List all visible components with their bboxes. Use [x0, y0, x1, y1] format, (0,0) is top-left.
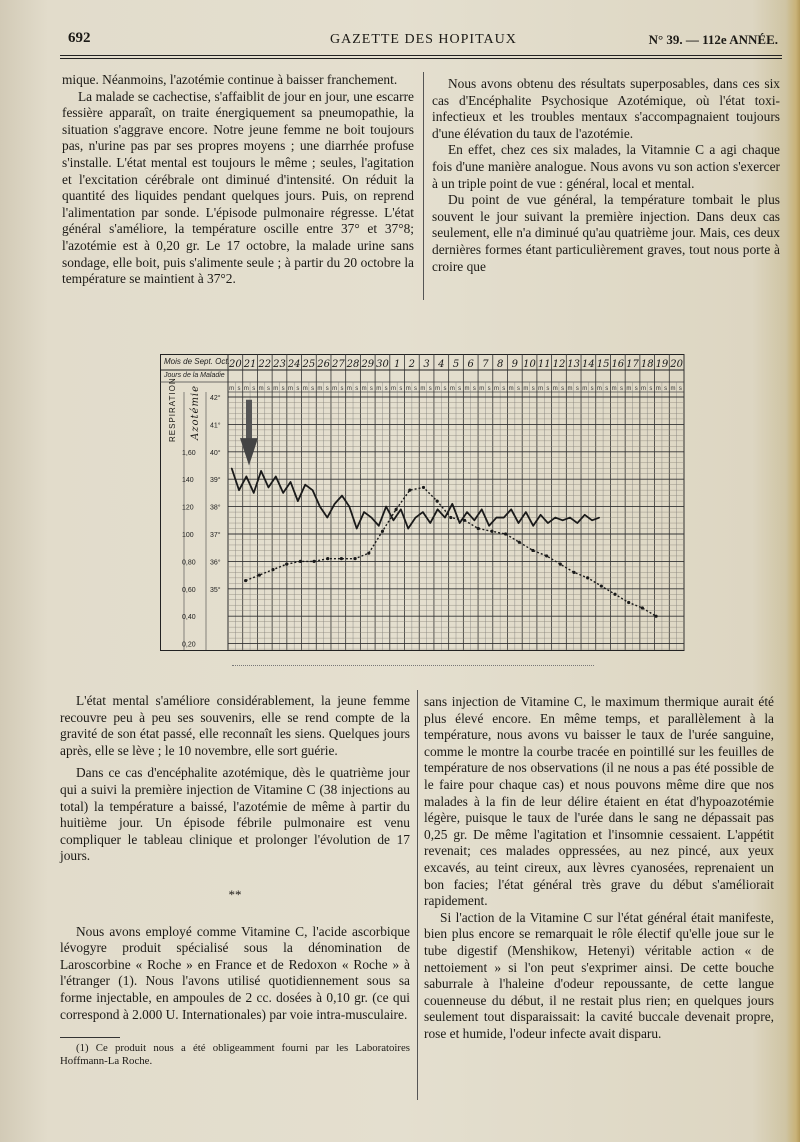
morning-label: m [626, 386, 632, 392]
azotemie-point [477, 527, 480, 530]
temperature-point [356, 528, 357, 529]
temperature-point [422, 511, 423, 512]
evening-label: s [487, 386, 491, 392]
chart-bottom-rule [232, 665, 594, 666]
morning-label: m [464, 386, 470, 392]
temperature-tick-label: 36° [210, 559, 221, 567]
temperature-point [584, 514, 585, 515]
azotemie-point [463, 519, 466, 522]
azotemie-point [504, 532, 507, 535]
section-separator: ** [228, 886, 242, 902]
morning-label: m [302, 386, 308, 392]
header-rule-second [60, 58, 782, 59]
date-tick-label: 2 [408, 359, 416, 370]
issue-number: N° 39. — 112e ANNÉE. [648, 32, 778, 47]
date-tick-label: 26 [317, 359, 330, 370]
evening-label: s [517, 386, 521, 392]
morning-label: m [376, 386, 382, 392]
azotemie-tick-label: 140 [182, 477, 194, 485]
morning-label: m [567, 386, 573, 392]
azotemie-point [285, 563, 288, 566]
morning-label: m [552, 386, 558, 392]
azotemie-point [312, 560, 315, 563]
paragraph: Nous avons employé comme Vitamine C, l'acide ascorbique lévogyre produit spécialisé sous la dénomination de Laroscorbine « Roche » en France et de Redoxon « Roche » à l'étranger (1). Nous l'avons utilisé quotidiennement sous sa forme injectable, en ampoules de 2 cc. dosées à 0,10 gr. (ce qui correspond à 2.000 U. Internationales) par voie intra-musculaire. [60, 923, 410, 1022]
azotemie-point [559, 563, 562, 566]
morning-label: m [229, 386, 235, 392]
azotemie-point [299, 560, 302, 563]
morning-label: m [405, 386, 411, 392]
azotemie-point [340, 557, 343, 560]
azotemie-point [353, 557, 356, 560]
evening-label: s [252, 386, 256, 392]
morning-label: m [655, 386, 661, 392]
evening-label: s [281, 386, 285, 392]
evening-label: s [369, 386, 373, 392]
date-tick-label: 4 [438, 359, 445, 370]
evening-label: s [296, 386, 300, 392]
evening-label: s [237, 386, 241, 392]
temperature-point [246, 476, 247, 477]
morning-label: m [538, 386, 544, 392]
evening-label: s [590, 386, 594, 392]
azotemie-tick-label: 0,60 [182, 586, 196, 594]
evening-label: s [443, 386, 447, 392]
date-tick-label: 24 [287, 359, 301, 370]
azotemie-point [545, 554, 548, 557]
date-tick-label: 15 [596, 359, 610, 370]
header-rule [60, 55, 782, 56]
evening-label: s [414, 386, 418, 392]
date-tick-label: 5 [452, 359, 460, 370]
morning-label: m [332, 386, 338, 392]
evening-label: s [384, 386, 388, 392]
temperature-point [555, 517, 556, 518]
paragraph: En effet, chez ces six malades, la Vitamnie C a agi chaque fois d'une manière analogue. Nous avons vu son action s'exercer à un triple point de vue : général, local et mental. [432, 142, 780, 191]
azotemie-point [367, 552, 370, 555]
temperature-point [599, 517, 600, 518]
evening-label: s [634, 386, 638, 392]
morning-label: m [670, 386, 676, 392]
date-tick-label: 28 [346, 359, 360, 370]
date-tick-label: 30 [376, 359, 389, 370]
temperature-tick-label: 40° [210, 449, 221, 457]
temperature-point [488, 525, 489, 526]
date-tick-label: 9 [511, 359, 519, 370]
temperature-point [363, 511, 364, 512]
day-row-label: Jours de la Maladie [164, 372, 225, 379]
footnote: (1) Ce produit nous a été obligeamment fourni par les Laboratoires Hoffmann-La Roche. [60, 1042, 410, 1068]
temperature-point [305, 484, 306, 485]
evening-label: s [325, 386, 329, 392]
temperature-tick-label: 42° [210, 395, 221, 402]
azotemie-point [436, 500, 439, 503]
temperature-point [540, 514, 541, 515]
evening-label: s [678, 386, 682, 392]
evening-label: s [649, 386, 653, 392]
temperature-point [511, 509, 512, 510]
column-4 [424, 694, 774, 1042]
column-divider-bottom [417, 690, 418, 1100]
azotemie-point [613, 593, 616, 596]
temperature-point [474, 520, 475, 521]
azotemie-point [449, 516, 452, 519]
temperature-chart [160, 350, 688, 652]
temperature-point [312, 490, 313, 491]
evening-label: s [619, 386, 623, 392]
temperature-point [283, 492, 284, 493]
temperature-point [275, 476, 276, 477]
evening-label: s [502, 386, 506, 392]
azotemie-tick-label: 100 [182, 532, 194, 539]
chart-grid [160, 350, 688, 652]
temperature-tick-label: 35° [210, 586, 221, 594]
azotemie-point [600, 584, 603, 587]
paragraph: La malade se cachectise, s'affaiblit de jour en jour, une escarre fessière apparaît, on traite énergiquement sa pneumopathie, la situation s'aggrave encore. Notre jeune femme ne boit toujours pas, n'urine pas par ses propres moyens ; une diarrhée profuse s'installe. L'état mental est toujours le même ; seules, l'agitation et l'excitation cérébrale ont diminué d'intensité. On réduit la quantité des liquides pendant quelques jours. Puis, on reprend l'alimentation par sonde. L'épisode pulmonaire régresse. L'état général s'améliore, la température oscille entre 37° et 37°8; l'azotémie est à 0,20 gr. Le 17 octobre, la malade urine sans sondage, elle boit, puis s'alimente seule ; à partir du 20 octobre la température se maintient à 37°2. [62, 88, 414, 287]
evening-label: s [664, 386, 668, 392]
morning-label: m [449, 386, 455, 392]
temperature-point [371, 517, 372, 518]
azotemie-point [490, 530, 493, 533]
morning-label: m [508, 386, 514, 392]
running-header [62, 30, 782, 54]
morning-label: m [273, 386, 279, 392]
date-tick-label: 19 [655, 359, 669, 370]
temperature-point [533, 525, 534, 526]
evening-label: s [531, 386, 535, 392]
temperature-point [569, 517, 570, 518]
date-tick-label: 27 [331, 359, 345, 370]
temperature-point [408, 528, 409, 529]
paragraph: L'état mental s'améliore considérablement, la jeune femme recouvre peu à peu ses souvenirs, elle se rend compte de la gravité de son état passé, elle reconnaît les siens. Quelques jours après, elle se lève ; le 10 novembre, elle sort guérie. [60, 693, 410, 758]
respiration-axis-label: RESPIRATION [168, 377, 177, 442]
column-divider-top [423, 72, 424, 300]
date-tick-label: 20 [670, 359, 684, 370]
azotemie-point [326, 557, 329, 560]
temperature-point [547, 522, 548, 523]
date-tick-label: 1 [393, 359, 401, 370]
evening-label: s [355, 386, 359, 392]
temperature-tick-label: 41° [210, 422, 221, 430]
temperature-point [341, 495, 342, 496]
azotemie-point [627, 601, 630, 604]
evening-label: s [561, 386, 565, 392]
azotemie-point [586, 576, 589, 579]
azotemie-point [641, 606, 644, 609]
temperature-point [238, 490, 239, 491]
azotemie-point [572, 571, 575, 574]
evening-label: s [472, 386, 476, 392]
paragraph: sans injection de Vitamine C, le maximum thermique aurait été plus élevé encore. En même temps, et parallèlement à la température, nous avons vu baisser le taux de l'urée sanguine, comme le montre la courbe tracée en pointillé sur les feuilles de température de nos observations (il ne nous a pas été possible de le faire pour chaque cas) et nous pouvons même dire que nos malades à la fin de leur délire étaient en état d'hypoazotémie légère, puisque le taux de l'urée dans le sang ne dépassait pas 0,25 gr. De même l'agitation et l'insomnie cessaient. L'appétit revenait; ces malades oppressées, au nez pincé, aux yeux excavés, au teint cireux, aux lèvres cyanosées, reprenaient un bon facies; l'état général très grave du début s'améliorait rapidement. [424, 694, 774, 909]
paragraph: Nous avons obtenu des résultats superposables, dans ces six cas d'Encéphalite Psychosique Azotémique, où l'état toxi-infectieux et les troubles mentaux s'accompagnaient toujours d'une élévation du taux de l'azotémie. [432, 76, 780, 141]
azotemie-tick-label: 0,40 [182, 614, 196, 622]
temperature-point [430, 522, 431, 523]
column-1 [62, 72, 414, 288]
azotemie-point [422, 486, 425, 489]
paragraph: mique. Néanmoins, l'azotémie continue à baisser franchement. [62, 72, 398, 87]
evening-label: s [605, 386, 609, 392]
temperature-point [334, 503, 335, 504]
morning-label: m [596, 386, 602, 392]
azotemie-point [244, 579, 247, 582]
date-tick-label: 8 [496, 359, 504, 370]
page-number: 692 [68, 30, 91, 46]
temperature-point [503, 517, 504, 518]
date-tick-label: 23 [273, 359, 286, 370]
temperature-point [378, 525, 379, 526]
date-tick-label: 21 [243, 359, 257, 370]
azotemie-point [395, 508, 398, 511]
azotemie-point [654, 615, 657, 618]
azotemie-point [271, 568, 274, 571]
date-tick-label: 14 [582, 359, 595, 370]
temperature-point [386, 506, 387, 507]
date-tick-label: 17 [626, 359, 639, 370]
temperature-point [260, 470, 261, 471]
temperature-tick-label: 37° [210, 532, 221, 539]
date-tick-label: 3 [423, 359, 430, 370]
temperature-point [525, 511, 526, 512]
evening-label: s [399, 386, 403, 392]
column-2 [432, 76, 780, 275]
date-tick-label: 18 [640, 359, 654, 370]
morning-label: m [493, 386, 499, 392]
temperature-point [444, 517, 445, 518]
morning-label: m [435, 386, 441, 392]
temperature-point [466, 511, 467, 512]
azotemie-tick-label: 1,60 [182, 449, 196, 457]
temperature-point [268, 487, 269, 488]
month-row-label: Mois de Sept. Oct. [164, 357, 230, 366]
morning-label: m [243, 386, 249, 392]
temperature-point [577, 522, 578, 523]
temperature-point [327, 517, 328, 518]
morning-label: m [361, 386, 367, 392]
azotemie-tick-label: 0,20 [182, 641, 196, 649]
temperature-point [297, 501, 298, 502]
paragraph: Du point de vue général, la température tombait le plus souvent le jour suivant la première injection. Dans deux cas seulement, elle n'a diminué qu'au quatrième jour. Mais, ces deux dernières formes étant particulièrement graves, tout nous porte à croire que [432, 192, 780, 274]
azotemie-point [408, 489, 411, 492]
temperature-point [393, 520, 394, 521]
temperature-point [400, 509, 401, 510]
paragraph: Si l'action de la Vitamine C sur l'état général était manifeste, bien plus encore se remarquait le rôle électif qu'elle joue sur le tube digestif (Menshikow, Hetenyi) véritable action « de nettoiement » si l'on peut s'exprimer ainsi. De cette bouche saburrale à l'haleine d'odeur repoussante, de cette langue couenneuse du début, il ne restait plus rien; en quelques jours seulement tout disparaissait: la cavité buccale devenait propre, rose et humide, l'odeur infecte avait disparu. [424, 909, 774, 1041]
evening-label: s [575, 386, 579, 392]
azotemie-tick-label: 120 [182, 504, 194, 512]
morning-label: m [420, 386, 426, 392]
date-tick-label: 25 [302, 359, 316, 370]
temperature-point [253, 492, 254, 493]
footnote-rule [60, 1037, 120, 1038]
azotemie-point [518, 541, 521, 544]
date-tick-label: 13 [567, 359, 581, 370]
column-3 [60, 693, 410, 1068]
journal-title: GAZETTE DES HOPITAUX [330, 32, 517, 47]
temperature-point [496, 517, 497, 518]
temperature-point [459, 522, 460, 523]
temperature-point [415, 517, 416, 518]
date-tick-label: 7 [482, 359, 489, 370]
azotemie-point [381, 530, 384, 533]
morning-label: m [390, 386, 396, 392]
temperature-point [290, 481, 291, 482]
date-tick-label: 20 [228, 359, 242, 370]
date-tick-label: 29 [361, 359, 375, 370]
temperature-tick-label: 38° [210, 504, 221, 512]
temperature-point [231, 468, 232, 469]
paragraph: Dans ce cas d'encéphalite azotémique, dès le quatrième jour qui a suivi la première injection de Vitamine C (38 injections au total) la température a baissé, l'azotémie de même à partir du huitième jour. Un épisode fébrile pulmonaire est venu compliquer le tableau clinique et prolonger l'évolution de 17 jours. [60, 765, 410, 864]
temperature-point [319, 506, 320, 507]
page-edge [786, 0, 800, 1142]
date-tick-label: 22 [258, 359, 272, 370]
morning-label: m [288, 386, 294, 392]
temperature-point [481, 509, 482, 510]
temperature-point [452, 503, 453, 504]
date-tick-label: 12 [552, 359, 566, 370]
temperature-point [437, 509, 438, 510]
evening-label: s [340, 386, 344, 392]
morning-label: m [611, 386, 617, 392]
azotemie-tick-label: 0,80 [182, 559, 196, 567]
date-tick-label: 6 [467, 359, 474, 370]
evening-label: s [311, 386, 315, 392]
morning-label: m [346, 386, 352, 392]
morning-label: m [641, 386, 647, 392]
azotemie-point [531, 549, 534, 552]
morning-label: m [523, 386, 529, 392]
temperature-point [518, 522, 519, 523]
date-tick-label: 11 [537, 359, 551, 370]
date-tick-label: 16 [611, 359, 625, 370]
azotemie-point [258, 574, 261, 577]
temperature-point [591, 520, 592, 521]
morning-label: m [479, 386, 485, 392]
evening-label: s [546, 386, 550, 392]
temperature-point [562, 520, 563, 521]
evening-label: s [266, 386, 270, 392]
chart-frame [161, 355, 685, 651]
temperature-tick-label: 39° [210, 477, 221, 485]
evening-label: s [458, 386, 462, 392]
morning-label: m [258, 386, 264, 392]
azotemie-axis-label: Azotémie [190, 384, 201, 440]
temperature-point [349, 506, 350, 507]
morning-label: m [317, 386, 323, 392]
evening-label: s [428, 386, 432, 392]
date-tick-label: 10 [523, 359, 536, 370]
morning-label: m [582, 386, 588, 392]
